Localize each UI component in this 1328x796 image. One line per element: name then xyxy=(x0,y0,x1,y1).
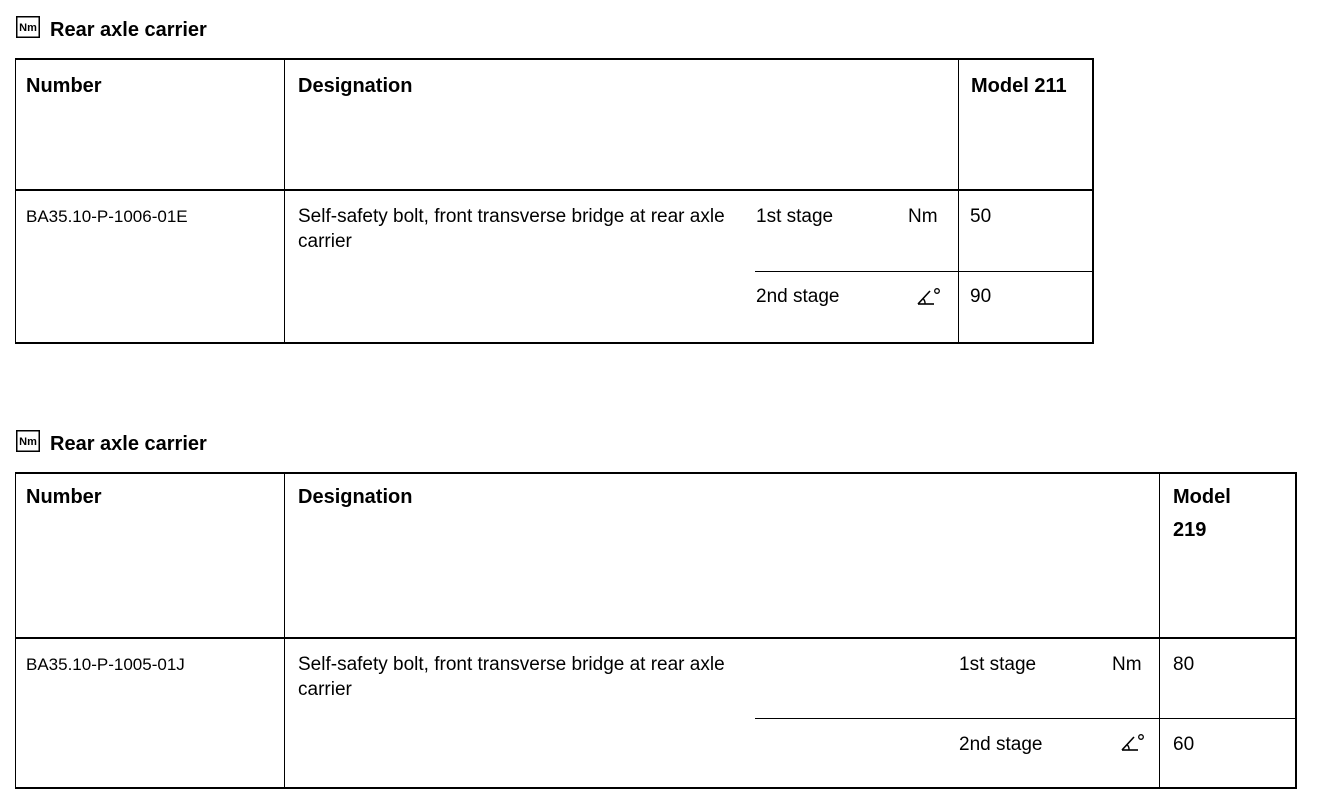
stage-1-unit: Nm xyxy=(1112,654,1142,675)
stage-2-label: 2nd stage xyxy=(959,734,1043,755)
svg-text:Nm: Nm xyxy=(19,22,37,34)
torque-table-2 xyxy=(15,472,1297,789)
section-title-text: Rear axle carrier xyxy=(50,19,207,41)
nm-torque-icon xyxy=(16,16,40,38)
part-number: BA35.10-P-1006-01E xyxy=(26,207,188,226)
designation-text: Self-safety bolt, front transverse bridge at rear axle carrier xyxy=(298,654,725,700)
angle-degree-icon xyxy=(916,286,942,308)
header-model-line2: 219 xyxy=(1173,519,1207,541)
torque-table-1 xyxy=(15,58,1094,344)
designation-text: Self-safety bolt, front transverse bridge at rear axle carrier xyxy=(298,206,725,252)
section-title-text: Rear axle carrier xyxy=(50,433,207,455)
header-number: Number xyxy=(26,486,102,508)
stage-1-value: 80 xyxy=(1173,654,1195,675)
stage-1-label: 1st stage xyxy=(756,206,834,227)
stage-2-value: 60 xyxy=(1173,734,1195,755)
nm-torque-icon xyxy=(16,430,40,452)
header-number: Number xyxy=(26,75,102,97)
stage-2-value: 90 xyxy=(970,286,992,307)
angle-degree-icon xyxy=(1120,732,1146,754)
part-number: BA35.10-P-1005-01J xyxy=(26,655,185,674)
section-title-2 xyxy=(16,428,207,456)
header-designation: Designation xyxy=(298,75,413,97)
header-model: Model 211 xyxy=(971,75,1067,97)
stage-1-label: 1st stage xyxy=(959,654,1037,675)
svg-text:Nm: Nm xyxy=(19,436,37,448)
stage-2-label: 2nd stage xyxy=(756,286,840,307)
stage-1-unit: Nm xyxy=(908,206,938,227)
header-designation: Designation xyxy=(298,486,413,508)
section-title-1 xyxy=(16,14,207,42)
stage-1-value: 50 xyxy=(970,206,992,227)
header-model-line1: Model xyxy=(1173,486,1231,508)
